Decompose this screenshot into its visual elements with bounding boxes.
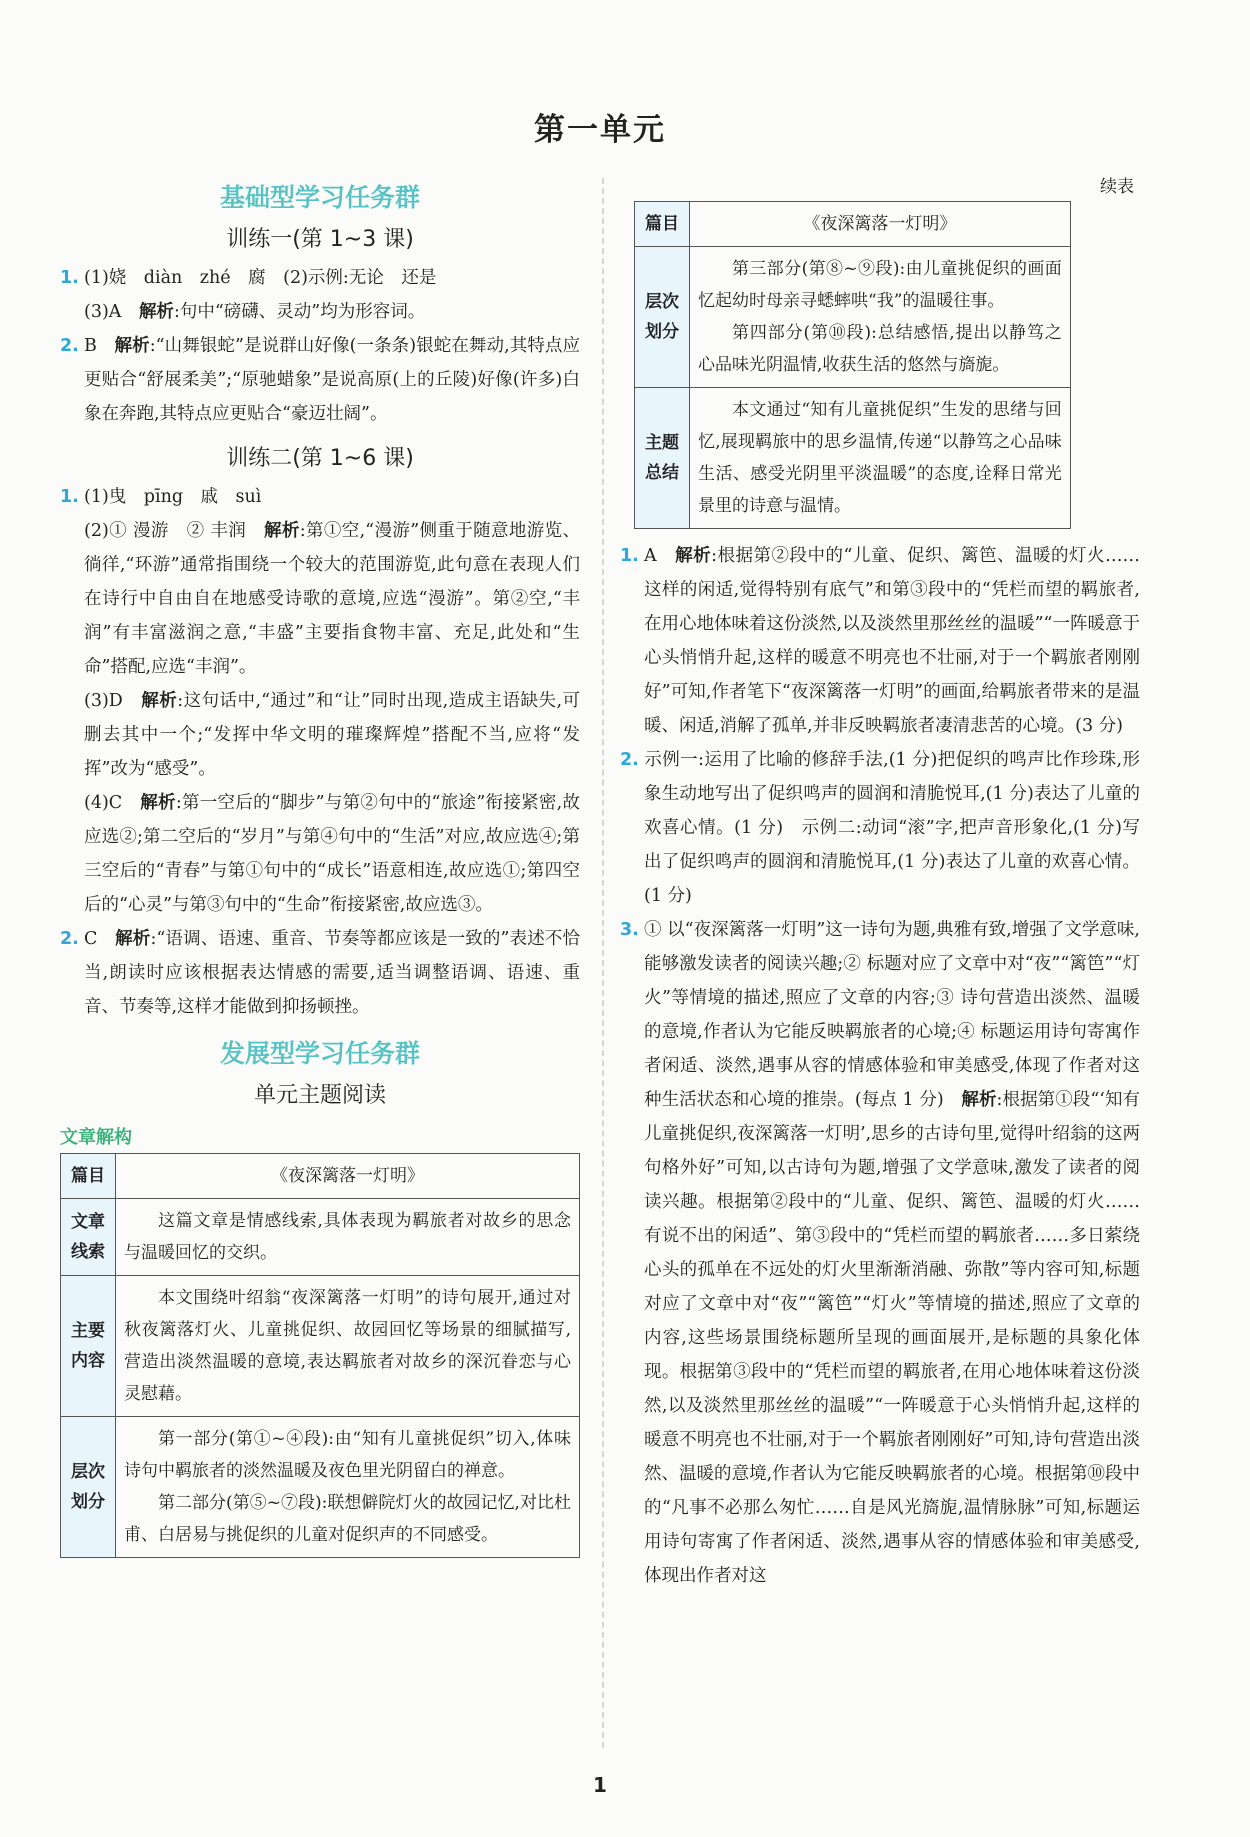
answer-text: ① 以“夜深篱落一灯明”这一诗句为题,典雅有致,增强了文学意味,能够激发读者的阅读兴趣;② 标题对应了文章中对“夜”“篱笆”“灯火”等情境的描述,照应了文章的内容;③ 诗句营造出淡然、温暖的意境,作者认为它能反映羁旅者的心境;④ 标题运用诗句寄寓作者闲适、淡然,遇事从容的情感体验和审美感受,体现了作者对这种生活状态和心境的推崇。(每点 1 分) (644, 920, 1140, 1110)
analysis-text: :“语调、语速、重音、节奏等都应该是一致的”表述不恰当,朗读时应该根据表达情感的需要,适当调整语调、语速、重音、节奏等,这样才能做到抑扬顿挫。 (84, 929, 581, 1017)
row-value (116, 1199, 580, 1276)
training-2-title: 训练二(第 1~6 课) (226, 446, 414, 471)
table-header-label: 篇目 (61, 1154, 116, 1199)
answer-text: (1)曳 pīng 戚 suì (84, 487, 262, 507)
row-value (116, 1417, 580, 1558)
analysis-label: 解析 (675, 546, 712, 566)
left-column (60, 172, 580, 1558)
table-header-value: 《夜深篱落一灯明》 (690, 202, 1071, 247)
analysis-text: :第一空后的“脚步”与第②句中的“旅途”衔接紧密,故应选②;第二空后的“岁月”与第④句中的“生活”对应,故应选④;第三空后的“青春”与第①句中的“成长”语意相连,故应选①;第四空后的“心灵”与第③句中的“生命”衔接紧密,故应选③。 (84, 793, 581, 915)
table-row (61, 1199, 580, 1276)
table-row (61, 1154, 580, 1199)
structure-table (60, 1153, 580, 1558)
reading-question-3 (620, 913, 1140, 1593)
row-text: 第四部分(第⑩段):总结感悟,提出以静笃之心品味光阴温情,收获生活的悠然与旖旎。 (698, 323, 1062, 375)
t1-question-1 (60, 261, 580, 295)
row-text: 第三部分(第⑧~⑨段):由儿童挑促织的画面忆起幼时母亲寻蟋蟀哄“我”的温暖往事。 (698, 259, 1062, 311)
question-number: 3. (620, 920, 639, 940)
row-text: 第一部分(第①~④段):由“知有儿童挑促织”切入,体味诗句中羁旅者的淡然温暖及夜色里光阴留白的禅意。 (124, 1429, 571, 1481)
t2-question-1-part2 (60, 514, 580, 684)
row-label: 主题总结 (635, 388, 690, 529)
analysis-label: 解析 (114, 336, 150, 356)
analysis-text: :句中“磅礴、灵动”均为形容词。 (173, 302, 426, 322)
question-number: 1. (60, 487, 79, 507)
answer-text: (3)D (84, 691, 142, 711)
t2-question-1-part4 (60, 786, 580, 922)
row-label: 层次划分 (635, 247, 690, 388)
table-row (61, 1276, 580, 1417)
analysis-label: 解析 (961, 1090, 997, 1110)
row-text: 这篇文章是情感线索,具体表现为羁旅者对故乡的思念与温暖回忆的交织。 (124, 1211, 571, 1263)
structure-table-continued (634, 201, 1071, 529)
continued-label: 续表 (1100, 177, 1134, 197)
t2-question-2 (60, 922, 580, 1024)
analysis-label: 解析 (140, 793, 176, 813)
analysis-label: 解析 (263, 521, 300, 541)
table-row (635, 247, 1071, 388)
analysis-label: 解析 (115, 929, 151, 949)
table-row (61, 1417, 580, 1558)
row-value (116, 1276, 580, 1417)
row-text: 本文围绕叶绍翁“夜深篱落一灯明”的诗句展开,通过对秋夜篱落灯火、儿童挑促织、故园回忆等场景的细腻描写,营造出淡然温暖的意境,表达羁旅者对故乡的深沉眷恋与心灵慰藉。 (124, 1288, 571, 1404)
row-value (690, 247, 1071, 388)
analysis-text: :根据第①段“‘知有儿童挑促织,夜深篱落一灯明’,思乡的古诗句里,觉得叶绍翁的这两句格外好”可知,以古诗句为题,增强了文学意味,激发了读者的阅读兴趣。根据第②段中的“儿童、促织、篱笆、温暖的灯火……有说不出的闲适”、第③段中的“凭栏而望的羁旅者……多日萦绕心头的孤单在不远处的灯火里渐渐消融、弥散”等内容可知,标题对应了文章中对“夜”“篱笆”“灯火”等情境的描述,照应了文章的内容,这些场景围绕标题所呈现的画面展开,是标题的具象化体现。根据第③段中的“凭栏而望的羁旅者,在用心地体味着这份淡然,以及淡然里那丝丝的温暖”“一阵暖意于心头悄悄升起,这样的暖意不明亮也不壮丽,对于一个羁旅者刚刚好”可知,诗句营造出淡然、温暖的意境,作者认为它能反映羁旅者的心境。根据第⑩段中的“凡事不必那么匆忙……自是风光旖旎,温情脉脉”可知,标题运用诗句寄寓了作者闲适、淡然,遇事从容的情感体验和审美感受,体现出作者对这 (644, 1090, 1141, 1586)
analysis-text: :这句话中,“通过”和“让”同时出现,造成主语缺失,可删去其中一个;“发挥中华文明的璀璨辉煌”搭配不当,应将“发挥”改为“感受”。 (84, 691, 580, 779)
question-number: 2. (620, 750, 639, 770)
training-1-title: 训练一(第 1~3 课) (226, 227, 414, 252)
reading-title: 单元主题阅读 (253, 1083, 386, 1108)
section-title-basic: 基础型学习任务群 (219, 183, 420, 212)
row-text: 第二部分(第⑤~⑦段):联想僻院灯火的故园记忆,对比杜甫、白居易与挑促织的儿童对促织声的不同感受。 (124, 1493, 571, 1545)
t1-question-2 (60, 329, 580, 431)
t1-question-1-part3 (60, 295, 580, 329)
answer-text: (1)娆 diàn zhé 腐 (2)示例:无论 还是 (84, 268, 437, 288)
analysis-label: 解析 (138, 302, 174, 322)
question-number: 2. (60, 929, 79, 949)
answer-text: A (644, 546, 676, 566)
question-number: 1. (60, 268, 79, 288)
column-divider (602, 178, 604, 1748)
row-value (690, 388, 1071, 529)
reading-question-1 (620, 539, 1140, 743)
question-number: 2. (60, 336, 79, 356)
table-header-value: 《夜深篱落一灯明》 (116, 1154, 580, 1199)
answer-text: (3)A (84, 302, 139, 322)
row-label: 层次划分 (61, 1417, 116, 1558)
table-row (635, 388, 1071, 529)
table-row (635, 202, 1071, 247)
reading-question-2 (620, 743, 1140, 913)
row-label: 主要内容 (61, 1276, 116, 1417)
right-column (620, 172, 1140, 1593)
answer-text: (4)C (84, 793, 141, 813)
analysis-label: 解析 (141, 691, 178, 711)
answer-text: 示例一:运用了比喻的修辞手法,(1 分)把促织的鸣声比作珍珠,形象生动地写出了促织鸣声的圆润和清脆悦耳,(1 分)表达了儿童的欢喜心情。(1 分) 示例二:动词“滚”字,把声音形象化,(1 分)写出了促织鸣声的圆润和清脆悦耳,(1 分)表达了儿童的欢喜心情。(1 分) (644, 750, 1140, 906)
structure-label: 文章解构 (60, 1127, 132, 1148)
analysis-text: :根据第②段中的“儿童、促织、篱笆、温暖的灯火……这样的闲适,觉得特别有底气”和第③段中的“凭栏而望的羁旅者,在用心地体味着这份淡然,以及淡然里那丝丝的温暖”“一阵暖意于心头悄悄升起,这样的暖意不明亮也不壮丽,对于一个羁旅者刚刚好”可知,作者笔下“夜深篱落一灯明”的画面,给羁旅者带来的是温暖、闲适,消解了孤单,并非反映羁旅者凄清悲苦的心境。(3 分) (644, 546, 1141, 736)
row-label: 文章线索 (61, 1199, 116, 1276)
t2-question-1 (60, 480, 580, 514)
row-text: 本文通过“知有儿童挑促织”生发的思绪与回忆,展现羁旅中的思乡温情,传递“以静笃之心品味生活、感受光阴里平淡温暖”的态度,诠释日常光景里的诗意与温情。 (698, 400, 1062, 516)
page-number: 1 (593, 1773, 607, 1797)
answer-text: C (84, 929, 116, 949)
answer-text: B (84, 336, 115, 356)
section-title-develop: 发展型学习任务群 (219, 1039, 420, 1068)
table-header-label: 篇目 (635, 202, 690, 247)
t2-question-1-part3 (60, 684, 580, 786)
page-title: 第一单元 (534, 112, 666, 148)
analysis-text: :“山舞银蛇”是说群山好像(一条条)银蛇在舞动,其特点应更贴合“舒展柔美”;“原驰蜡象”是说高原(上的丘陵)好像(许多)白象在奔跑,其特点应更贴合“豪迈壮阔”。 (84, 336, 581, 424)
answer-text: (2)① 漫游 ② 丰润 (84, 521, 264, 541)
analysis-text: :第①空,“漫游”侧重于随意地游览、徜徉,“环游”通常指围绕一个较大的范围游览,此句意在表现人们在诗行中自由自在地感受诗歌的意境,应选“漫游”。第②空,“丰润”有丰富滋润之意,“丰盛”主要指食物丰富、充足,此处和“生命”搭配,应选“丰润”。 (84, 521, 580, 677)
question-number: 1. (620, 546, 639, 566)
